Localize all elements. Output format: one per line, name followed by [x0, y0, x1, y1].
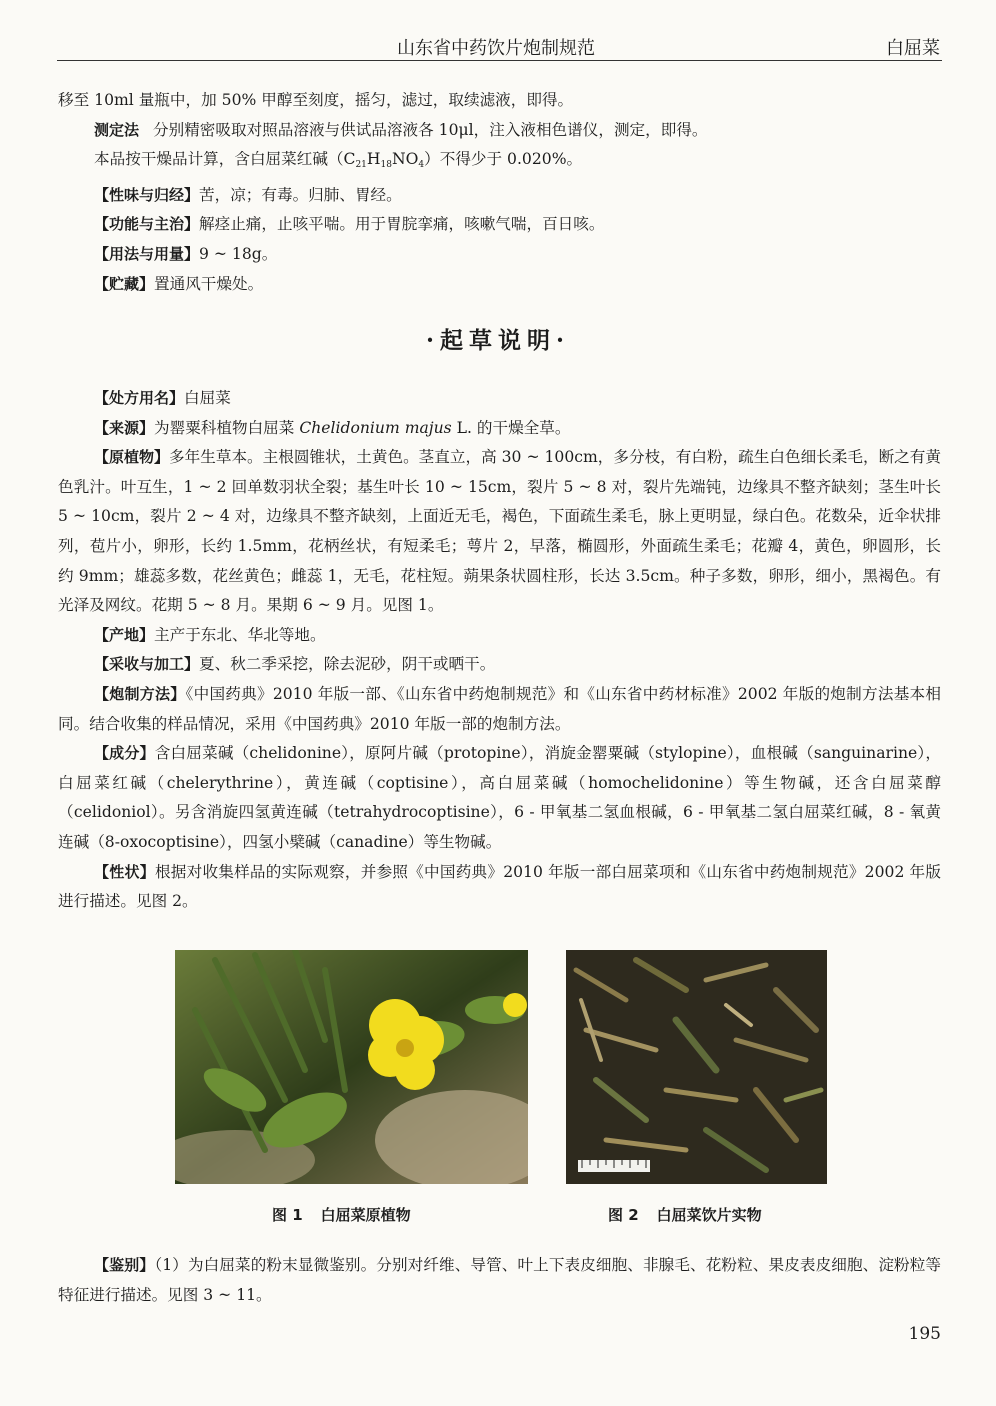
function-label: 【功能与主治】: [94, 215, 200, 234]
figure-2-number: 图 2: [608, 1206, 639, 1224]
draft-body: [58, 384, 941, 917]
paragraph-characteristics: [58, 858, 941, 917]
components-text: 含白屈菜碱（chelidonine），原阿片碱（protopine），消旋金罂粟碱（stylopine），血根碱（sanguinarine），白屈菜红碱（chelerythrine），黄连碱（coptisine），高白屈菜碱（homochelidonine）等生物碱，还含白屈菜醇（celidoniol）。另含消旋四氢黄连碱（tetrahydrocoptisine），6 - 甲氧基二氢血根碱，6 - 甲氧基二氢白屈菜红碱，8 - 氧黄连碱（8-oxocoptisine），四氢小檗碱（canadine）等生物碱。: [58, 744, 941, 851]
formula-text-b: H: [366, 150, 381, 169]
storage-label: 【贮藏】: [94, 274, 155, 293]
plant-text: 多年生草本。主根圆锥状，土黄色。茎直立，高 30 ~ 100cm，多分枝，有白粉，疏生白色细长柔毛，断之有黄色乳汁。叶互生，1 ~ 2 回单数羽状全裂；基生叶长 10 ~ 15cm，裂片 5 ~ 8 对，裂片先端钝，边缘具不整齐缺刻；茎生叶长 5 ~ 10cm，裂片 2 ~ 4 对，边缘具不整齐缺刻，上面近无毛，褐色，下面疏生柔毛，脉上更明显，绿白色。花数朵，近伞状排列，苞片小，卵形，长约 1.5mm，花柄丝状，有短柔毛；萼片 2，早落，椭圆形，外面疏生柔毛；花瓣 4，黄色，卵圆形，长约 9mm；雄蕊多数，花丝黄色；雌蕊 1，无毛，花柱短。蒴果条状圆柱形，长达 3.5cm。种子多数，卵形，细小，黑褐色。有光泽及网纹。花期 5 ~ 8 月。果期 6 ~ 9 月。见图 1。: [58, 448, 941, 615]
paragraph-identification: [58, 1250, 941, 1310]
paragraph-dosage: [58, 240, 941, 270]
identification-body: [58, 1250, 941, 1310]
formula-sub-o: 4: [418, 160, 425, 171]
components-label: 【成分】: [94, 744, 155, 763]
paragraph-function: [58, 210, 941, 240]
herb-slices-illustration: [566, 950, 827, 1184]
formula-sub-h: 18: [380, 160, 392, 171]
paragraph-source: [58, 414, 941, 444]
figure-1-title: 白屈菜原植物: [320, 1206, 411, 1224]
paragraph-processing: [58, 680, 941, 739]
storage-text: 置通风干燥处。: [154, 274, 264, 293]
origin-text: 主产于东北、华北等地。: [154, 625, 326, 644]
nature-label: 【性味与归经】: [94, 185, 200, 204]
dosage-text: 9 ~ 18g。: [199, 244, 278, 263]
paragraph-harvest: [58, 650, 941, 680]
formula-text-c: NO: [391, 150, 419, 169]
header-title: 山东省中药饮片炮制规范: [397, 38, 595, 59]
function-text: 解痉止痛，止咳平喘。用于胃脘挛痛，咳嗽气喘，百日咳。: [199, 215, 605, 234]
figure-2-title: 白屈菜饮片实物: [656, 1206, 762, 1224]
top-body: [58, 86, 941, 299]
paragraph-content-limit: [58, 145, 941, 181]
characteristics-label: 【性状】: [94, 862, 155, 881]
source-text-a: 为罂粟科植物白屈菜: [154, 418, 300, 437]
paragraph-origin: [58, 621, 941, 651]
paragraph-storage: [58, 270, 941, 300]
harvest-label: 【采收与加工】: [94, 655, 200, 674]
herb-slices-photo: [566, 950, 827, 1184]
paragraph-continued: 移至 10ml 量瓶中，加 50% 甲醇至刻度，摇匀，滤过，取续滤液，即得。: [58, 91, 574, 109]
measurement-text: 分别精密吸取对照品溶液与供试品溶液各 10μl，注入液相色谱仪，测定，即得。: [153, 120, 708, 139]
running-header: [57, 30, 942, 61]
paragraph-components: [58, 739, 941, 857]
source-text-b: L. 的干燥全草。: [451, 418, 571, 437]
paragraph-nature: [58, 181, 941, 211]
processing-text: 《中国药典》2010 年版一部、《山东省中药炮制规范》和《山东省中药材标准》2002 年版的炮制方法基本相同。结合收集的样品情况，采用《中国药典》2010 年版一部的炮制方法。: [58, 684, 941, 733]
plant-photo: [175, 950, 528, 1184]
identification-label: 【鉴别】: [94, 1256, 155, 1274]
figure-1-number: 图 1: [272, 1206, 303, 1224]
figure-1-caption: [272, 1204, 411, 1225]
header-section: 白屈菜: [886, 38, 940, 59]
plant-label: 【原植物】: [94, 448, 170, 467]
formula-sub-c: 21: [355, 160, 367, 171]
prescription-text: 白屈菜: [184, 389, 231, 407]
figure-2-caption: [608, 1204, 762, 1225]
formula-text-a: 本品按干燥品计算，含白屈菜红碱（C: [94, 150, 356, 169]
dosage-label: 【用法与用量】: [94, 244, 200, 263]
identification-text: （1）为白屈菜的粉末显微鉴别。分别对纤维、导管、叶上下表皮细胞、非腺毛、花粉粒、果皮表皮细胞、淀粉粒等特征进行描述。见图 3 ~ 11。: [58, 1256, 941, 1304]
measurement-label: 测定法: [94, 120, 140, 139]
plant-illustration: [175, 950, 528, 1184]
section-title: ·起草说明·: [425, 327, 570, 354]
page-number: 195: [908, 1324, 941, 1344]
paragraph-measurement: [58, 116, 941, 146]
origin-label: 【产地】: [94, 625, 155, 644]
paragraph-plant: [58, 443, 941, 621]
harvest-text: 夏、秋二季采挖，除去泥砂，阴干或晒干。: [199, 655, 496, 674]
formula-text-d: ）不得少于 0.020%。: [424, 150, 583, 169]
paragraph-prescription-name: [58, 384, 941, 414]
prescription-label: 【处方用名】: [94, 389, 185, 407]
source-label: 【来源】: [94, 418, 155, 437]
characteristics-text: 根据对收集样品的实际观察，并参照《中国药典》2010 年版一部白屈菜项和《山东省中药炮制规范》2002 年版进行描述。见图 2。: [58, 862, 941, 911]
nature-text: 苦，凉；有毒。归肺、胃经。: [199, 185, 402, 204]
latin-name: Chelidonium majus: [299, 418, 452, 437]
processing-label: 【炮制方法】: [94, 684, 186, 703]
